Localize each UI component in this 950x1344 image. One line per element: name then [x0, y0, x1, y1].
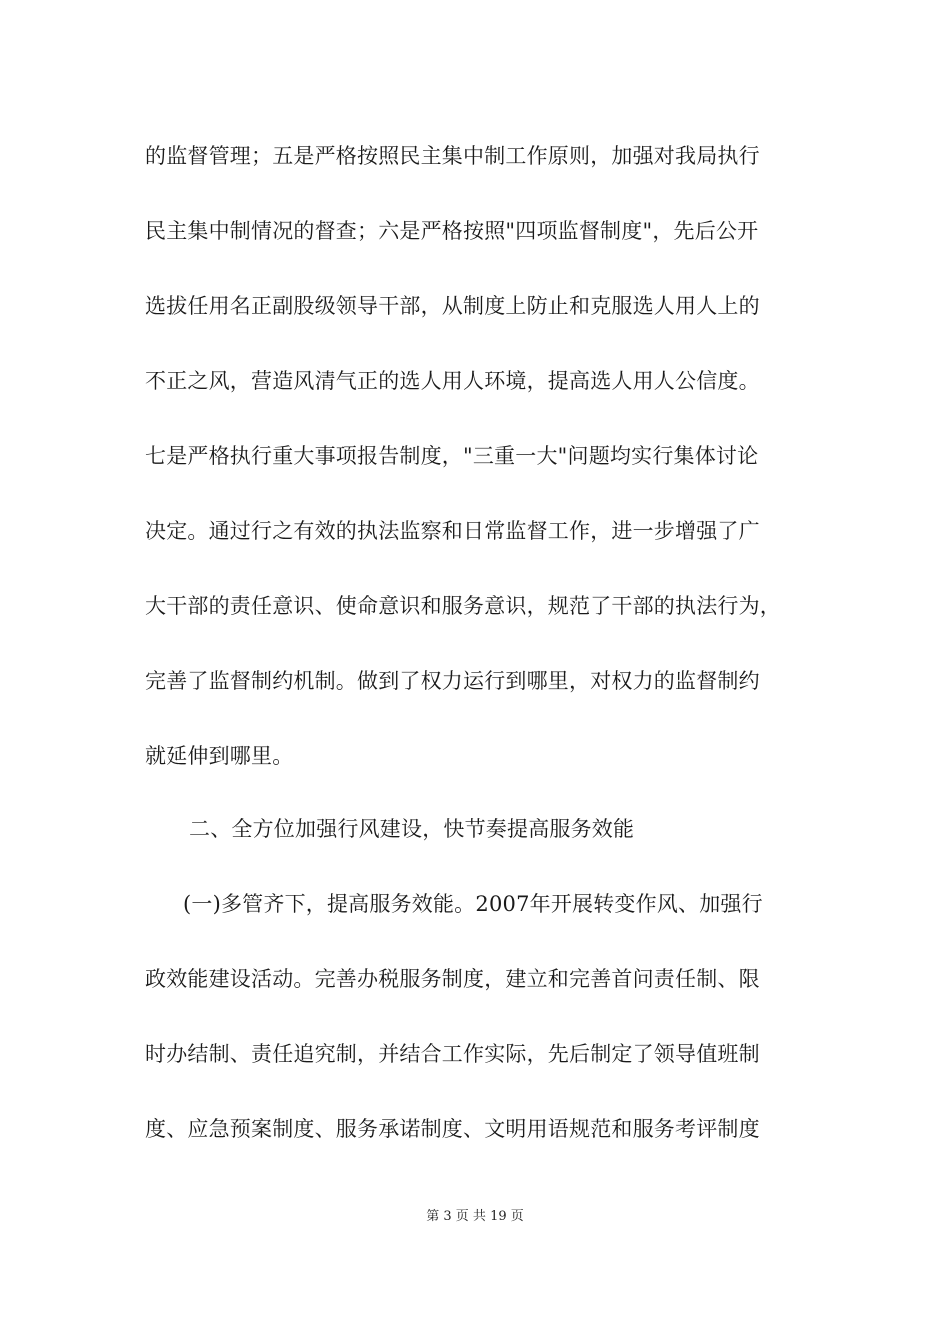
footer-prefix: 第	[426, 1209, 440, 1224]
footer-suffix: 页	[510, 1209, 524, 1224]
body-text-line: 七是严格执行重大事项报告制度，"三重一大"问题均实行集体讨论	[145, 444, 759, 468]
footer-middle: 页 共	[455, 1209, 486, 1224]
body-text-line: 不正之风，营造风清气正的选人用人环境，提高选人用人公信度。	[145, 369, 760, 393]
body-text-line: (一)多管齐下，提高服务效能。2007年开展转变作风、加强行	[183, 892, 763, 916]
body-text-line: 大干部的责任意识、使命意识和服务意识，规范了干部的执法行为，	[145, 594, 781, 618]
body-text-line: 的监督管理；五是严格按照民主集中制工作原则，加强对我局执行	[145, 144, 760, 168]
body-text-line: 就延伸到哪里。	[145, 744, 294, 768]
body-text-line: 决定。通过行之有效的执法监察和日常监督工作，进一步增强了广	[145, 519, 760, 543]
body-text-line: 时办结制、责任追究制，并结合工作实际，先后制定了领导值班制	[145, 1042, 760, 1066]
body-text-line: 完善了监督制约机制。做到了权力运行到哪里，对权力的监督制约	[145, 669, 760, 693]
body-text-line: 政效能建设活动。完善办税服务制度，建立和完善首问责任制、限	[145, 967, 760, 991]
body-text-line: 选拔任用名正副股级领导干部，从制度上防止和克服选人用人上的	[145, 294, 760, 318]
footer-current-page: 3	[443, 1209, 452, 1224]
footer-total-pages: 19	[490, 1209, 507, 1224]
body-text-line: 民主集中制情况的督查；六是严格按照"四项监督制度"，先后公开	[145, 219, 759, 243]
section-heading: 二、全方位加强行风建设，快节奏提高服务效能	[189, 817, 635, 841]
body-text-line: 度、应急预案制度、服务承诺制度、文明用语规范和服务考评制度	[145, 1117, 760, 1141]
page-footer	[0, 1208, 950, 1226]
